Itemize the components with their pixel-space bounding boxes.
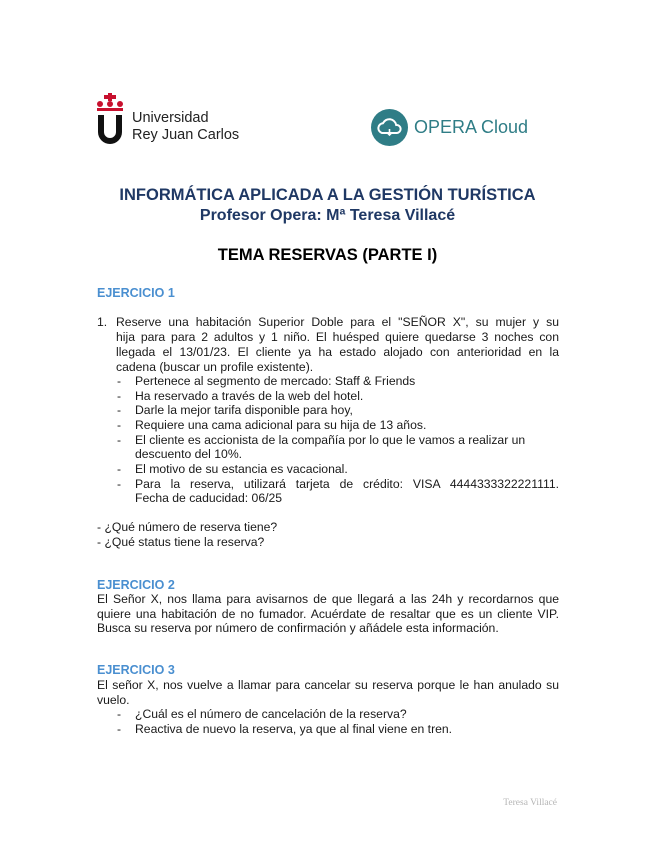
exercise-2-line: El Señor X, nos llama para avisarnos de que llegará a las 24h y recordarnos que bbox=[97, 592, 559, 606]
urjc-line1: Universidad bbox=[132, 110, 209, 126]
exercise-1-number: 1. bbox=[97, 315, 108, 329]
exercise-1-bullet-cont: Fecha de caducidad: 06/25 bbox=[135, 491, 283, 505]
footer-author: Teresa Villacé bbox=[503, 798, 557, 808]
bullet-dash: - bbox=[117, 462, 122, 476]
exercise-3-heading: EJERCICIO 3 bbox=[97, 663, 175, 677]
exercise-1-bullet: Para la reserva, utilizará tarjeta de crédito: VISA 4444333322221111. bbox=[135, 477, 559, 491]
exercise-3-line: vuelo. bbox=[97, 693, 130, 707]
exercise-3-bullet: ¿Cuál es el número de cancelación de la reserva? bbox=[135, 707, 407, 721]
topic-title: TEMA RESERVAS (PARTE I) bbox=[217, 246, 438, 264]
opera-cloud-logo bbox=[371, 109, 561, 147]
exercise-3-line: El señor X, nos vuelve a llamar para cancelar su reserva porque le han anulado su bbox=[97, 678, 559, 692]
urjc-logo bbox=[95, 93, 255, 153]
exercise-1-question: - ¿Qué número de reserva tiene? bbox=[97, 520, 278, 534]
exercise-1-line: llegada el 13/01/23. El cliente ya ha estado alojado con anterioridad en la bbox=[116, 345, 559, 359]
exercise-1-bullet: Pertenece al segmento de mercado: Staff & Friends bbox=[135, 374, 416, 388]
course-title: INFORMÁTICA APLICADA A LA GESTIÓN TURÍSTICA bbox=[119, 186, 536, 204]
exercise-2-line: quiere una habitación de no fumador. Acuérdate de resaltar que es un cliente VIP. bbox=[97, 607, 559, 621]
exercise-3-bullet: Reactiva de nuevo la reserva, ya que al final viene en tren. bbox=[135, 722, 453, 736]
urjc-line2: Rey Juan Carlos bbox=[132, 127, 240, 143]
exercise-1-bullet: El cliente es accionista de la compañía por lo que le vamos a realizar un bbox=[135, 433, 526, 447]
exercise-1-line: Reserve una habitación Superior Doble para el "SEÑOR X", su mujer y su bbox=[116, 315, 559, 329]
bullet-dash: - bbox=[117, 477, 122, 491]
bullet-dash: - bbox=[117, 722, 122, 736]
exercise-1-heading: EJERCICIO 1 bbox=[97, 286, 175, 300]
urjc-name bbox=[132, 110, 239, 144]
exercise-1-bullet: Darle la mejor tarifa disponible para hoy, bbox=[135, 403, 353, 417]
exercise-2-heading: EJERCICIO 2 bbox=[97, 578, 175, 592]
bullet-dash: - bbox=[117, 374, 122, 388]
professor-line: Profesor Opera: Mª Teresa Villacé bbox=[199, 207, 456, 224]
opera-cloud-icon bbox=[371, 109, 408, 146]
exercise-2-line: Busca su reserva por número de confirmación y añádele esta información. bbox=[97, 621, 499, 635]
exercise-1-bullet: Ha reservado a través de la web del hotel. bbox=[135, 389, 364, 403]
opera-cloud-text: OPERA Cloud bbox=[414, 117, 529, 137]
bullet-dash: - bbox=[117, 403, 122, 417]
exercise-1-bullet: El motivo de su estancia es vacacional. bbox=[135, 462, 348, 476]
exercise-1-bullet-cont: descuento del 10%. bbox=[135, 447, 243, 461]
exercise-1-bullet: Requiere una cama adicional para su hija de 13 años. bbox=[135, 418, 427, 432]
bullet-dash: - bbox=[117, 418, 122, 432]
exercise-1-question: - ¿Qué status tiene la reserva? bbox=[97, 535, 265, 549]
exercise-1-line: hija para para 2 adultos y 1 niño. El huésped quiere quedarse 3 noches con bbox=[116, 330, 559, 344]
urjc-crown-icon bbox=[95, 93, 125, 145]
exercise-1-line: cadena (buscar un profile existente). bbox=[116, 360, 314, 374]
bullet-dash: - bbox=[117, 707, 122, 721]
bullet-dash: - bbox=[117, 389, 122, 403]
bullet-dash: - bbox=[117, 433, 122, 447]
